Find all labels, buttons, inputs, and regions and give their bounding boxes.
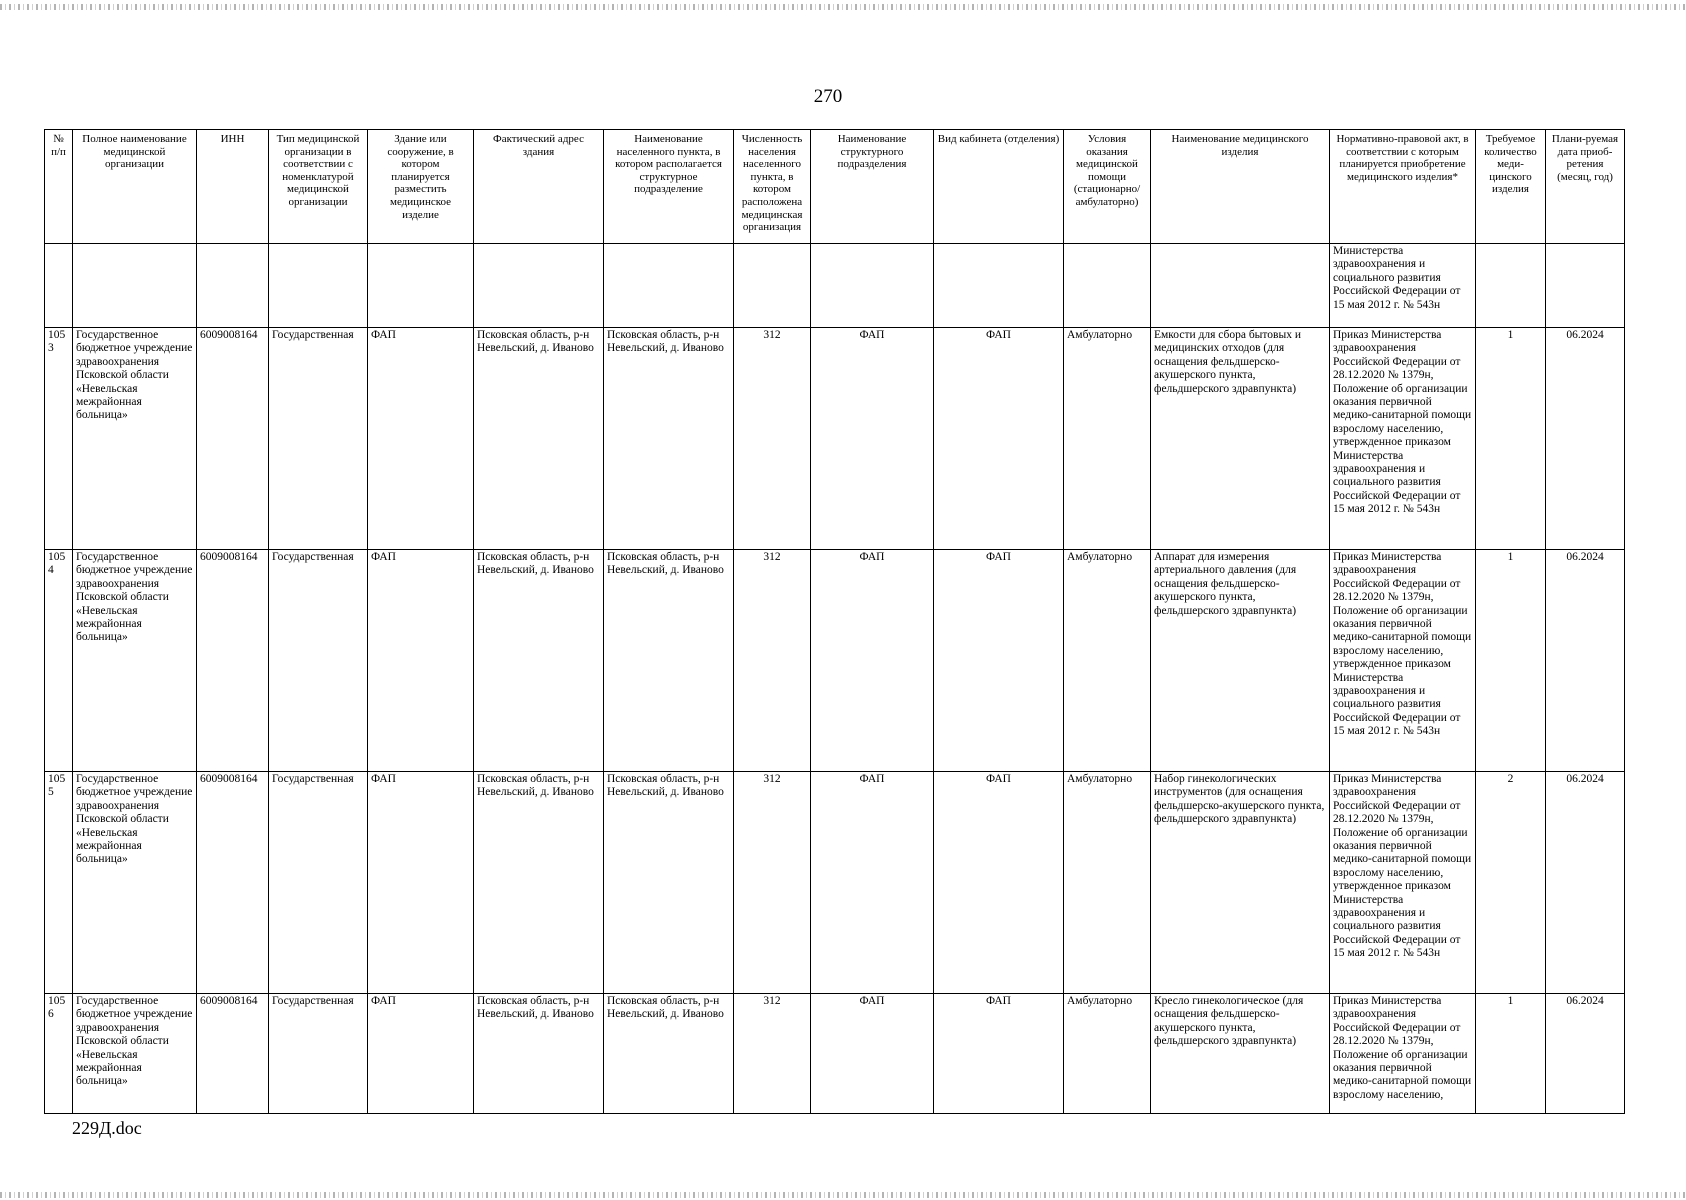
cell-device: Емкости для сбора бытовых и медицинских отходов (для оснащения фельдшерско-акушерского пункта, фельдшерского здравпункта): [1151, 328, 1330, 550]
cell-org-type: Государственная: [269, 994, 368, 1114]
cell-population: 312: [734, 994, 811, 1114]
cell-device: Аппарат для измерения артериального давления (для оснащения фельдшерско-акушерского пункта, фельдшерского здравпункта): [1151, 550, 1330, 772]
cell-conditions: Амбулаторно: [1064, 550, 1151, 772]
cell-cabinet: ФАП: [934, 772, 1064, 994]
cell-org-type: Государственная: [269, 772, 368, 994]
header-cabinet: Вид кабинета (отделения): [934, 130, 1064, 244]
scan-edge-bottom: [0, 1192, 1686, 1198]
cell-number: 1055: [45, 772, 73, 994]
cell-cabinet: ФАП: [934, 328, 1064, 550]
table-row: [45, 550, 1625, 772]
cell-inn: 6009008164: [197, 550, 269, 772]
header-organization: Полное наименование медицинской организации: [73, 130, 197, 244]
cell-quantity: 1: [1476, 328, 1546, 550]
cell-organization: Государственное бюджетное учреждение здравоохранения Псковской области «Невельская межрайонная больница»: [73, 550, 197, 772]
cell-date: 06.2024: [1546, 550, 1625, 772]
cell-address: Псковская область, р-н Невельский, д. Иваново: [474, 550, 604, 772]
cell-unit: ФАП: [811, 550, 934, 772]
cell-settlement: Псковская область, р-н Невельский, д. Иваново: [604, 328, 734, 550]
cell-quantity: 2: [1476, 772, 1546, 994]
cell-address: Псковская область, р-н Невельский, д. Иваново: [474, 994, 604, 1114]
footer-filename: 229Д.doc: [72, 1118, 142, 1138]
table-row: [45, 772, 1625, 994]
cell-cabinet: ФАП: [934, 550, 1064, 772]
header-legal-act: Нормативно-правовой акт, в соответствии с которым планируется приобретение медицинского изделия*: [1330, 130, 1476, 244]
cell-quantity: 1: [1476, 994, 1546, 1114]
scan-edge-top: [0, 4, 1686, 10]
cell-inn: 6009008164: [197, 772, 269, 994]
header-org-type: Тип медицинской организации в соответствии с номенклатурой медицинской организации: [269, 130, 368, 244]
cell-legal-act: Приказ Министерства здравоохранения Российской Федерации от 28.12.2020 № 1379н, Положение об организации оказания первичной медико-санитарной помощи взрослому населению,: [1330, 994, 1476, 1114]
cell-legal-act: Приказ Министерства здравоохранения Российской Федерации от 28.12.2020 № 1379н, Положение об организации оказания первичной медико-санитарной помощи взрослому населению, утвержденное приказом Министерства здравоохранения и социального развития Российской Федерации от 15 мая 2012 г. № 543н: [1330, 550, 1476, 772]
cell-address: Псковская область, р-н Невельский, д. Иваново: [474, 328, 604, 550]
header-inn: ИНН: [197, 130, 269, 244]
header-building: Здание или сооружение, в котором планируется разместить медицинское изделие: [368, 130, 474, 244]
header-device: Наименование медицинского изделия: [1151, 130, 1330, 244]
page-number: 270: [813, 86, 843, 107]
cell-number: 1054: [45, 550, 73, 772]
continuation-row: [45, 244, 1625, 328]
cell-date: 06.2024: [1546, 328, 1625, 550]
header-unit: Наименование структурного подразделения: [811, 130, 934, 244]
cell-unit: ФАП: [811, 994, 934, 1114]
header-address: Фактический адрес здания: [474, 130, 604, 244]
cell-conditions: Амбулаторно: [1064, 328, 1151, 550]
table-row: [45, 994, 1625, 1114]
header-conditions: Условия оказания медицинской помощи (стационарно/ амбулаторно): [1064, 130, 1151, 244]
cell-quantity: 1: [1476, 550, 1546, 772]
cell-legal-act: Приказ Министерства здравоохранения Российской Федерации от 28.12.2020 № 1379н, Положение об организации оказания первичной медико-санитарной помощи взрослому населению, утвержденное приказом Министерства здравоохранения и социального развития Российской Федерации от 15 мая 2012 г. № 543н: [1330, 772, 1476, 994]
cell-cabinet: ФАП: [934, 994, 1064, 1114]
header-settlement: Наименование населенного пункта, в котором располагается структурное подразделение: [604, 130, 734, 244]
cell-population: 312: [734, 550, 811, 772]
cell-unit: ФАП: [811, 328, 934, 550]
cell-inn: 6009008164: [197, 994, 269, 1114]
header-number: № п/п: [45, 130, 73, 244]
cell-building: ФАП: [368, 772, 474, 994]
cell-number: 1056: [45, 994, 73, 1114]
cell-conditions: Амбулаторно: [1064, 994, 1151, 1114]
cell-settlement: Псковская область, р-н Невельский, д. Иваново: [604, 994, 734, 1114]
cell-inn: 6009008164: [197, 328, 269, 550]
cell-population: 312: [734, 328, 811, 550]
cell-device: Кресло гинекологическое (для оснащения фельдшерско-акушерского пункта, фельдшерского здравпункта): [1151, 994, 1330, 1114]
continuation-legal-act: Министерства здравоохранения и социального развития Российской Федерации от 15 мая 2012 г. № 543н: [1330, 244, 1476, 328]
cell-org-type: Государственная: [269, 550, 368, 772]
cell-device: Набор гинекологических инструментов (для оснащения фельдшерско-акушерского пункта, фельдшерского здравпункта): [1151, 772, 1330, 994]
header-population: Численность населения населенного пункта, в котором расположена медицинская организация: [734, 130, 811, 244]
cell-settlement: Псковская область, р-н Невельский, д. Иваново: [604, 772, 734, 994]
table-row: [45, 328, 1625, 550]
cell-date: 06.2024: [1546, 772, 1625, 994]
cell-address: Псковская область, р-н Невельский, д. Иваново: [474, 772, 604, 994]
cell-population: 312: [734, 772, 811, 994]
cell-building: ФАП: [368, 994, 474, 1114]
header-date: Плани-руемая дата приоб-ретения (месяц, год): [1546, 130, 1625, 244]
cell-building: ФАП: [368, 550, 474, 772]
cell-organization: Государственное бюджетное учреждение здравоохранения Псковской области «Невельская межрайонная больница»: [73, 328, 197, 550]
cell-organization: Государственное бюджетное учреждение здравоохранения Псковской области «Невельская межрайонная больница»: [73, 772, 197, 994]
cell-building: ФАП: [368, 328, 474, 550]
cell-settlement: Псковская область, р-н Невельский, д. Иваново: [604, 550, 734, 772]
table-header-row: [45, 130, 1625, 244]
cell-conditions: Амбулаторно: [1064, 772, 1151, 994]
header-quantity: Требуемое количество меди-цинского изделия: [1476, 130, 1546, 244]
cell-legal-act: Приказ Министерства здравоохранения Российской Федерации от 28.12.2020 № 1379н, Положение об организации оказания первичной медико-санитарной помощи взрослому населению, утвержденное приказом Министерства здравоохранения и социального развития Российской Федерации от 15 мая 2012 г. № 543н: [1330, 328, 1476, 550]
cell-number: 1053: [45, 328, 73, 550]
cell-org-type: Государственная: [269, 328, 368, 550]
cell-organization: Государственное бюджетное учреждение здравоохранения Псковской области «Невельская межрайонная больница»: [73, 994, 197, 1114]
cell-unit: ФАП: [811, 772, 934, 994]
equipment-table: [44, 129, 1625, 1114]
cell-date: 06.2024: [1546, 994, 1625, 1114]
